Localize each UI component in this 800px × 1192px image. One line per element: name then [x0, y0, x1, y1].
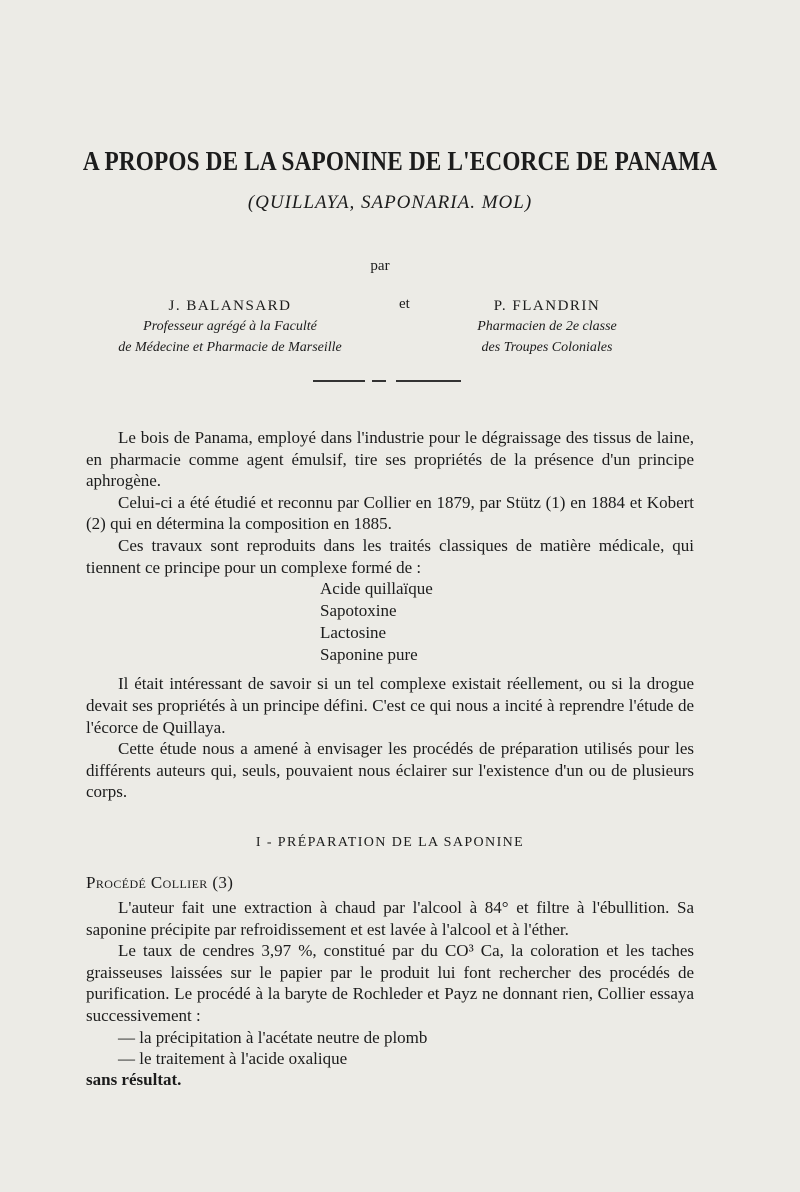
body-paragraph: Ces travaux sont reproduits dans les traités classiques de matière médicale, qui tiennent ce principe pour un complexe formé de : [86, 535, 694, 577]
list-item: — la précipitation à l'acétate neutre de plomb [118, 1027, 428, 1047]
body-paragraph: Il était intéressant de savoir si un tel complexe existait réellement, ou si la drogue devait ses propriétés à un principe défini. C'est ce qui nous a incité à reprendre l'étude de l'écorce de Quillaya. [86, 674, 694, 737]
paper-title: A PROPOS DE LA SAPONINE DE L'ECORCE DE PANAMA [82, 146, 718, 176]
component-list [320, 578, 694, 665]
author-affiliation-line: des Troupes Coloniales [481, 340, 613, 355]
author-name: P. FLANDRIN [493, 298, 601, 314]
list-item: — le traitement à l'acide oxalique [118, 1048, 348, 1068]
list-item: Sapotoxine [320, 600, 397, 620]
procedure-heading: Procédé Collier (3) [86, 873, 234, 892]
body-paragraph: Celui-ci a été étudié et reconnu par Collier en 1879, par Stütz (1) en 1884 et Kobert (2) qui en détermina la composition en 1885. [86, 492, 694, 534]
author-affiliation-line: de Médecine et Pharmacie de Marseille [118, 340, 342, 355]
section-heading: I - PRÉPARATION DE LA SAPONINE [255, 835, 525, 850]
byline-par: par [370, 258, 390, 274]
body-paragraph: Le bois de Panama, employé dans l'industrie pour le dégraissage des tissus de laine, en pharmacie comme agent émulsif, tire ses propriétés de la présence d'un principe aphrogène. [86, 428, 694, 491]
body-paragraph: Cette étude nous a amené à envisager les procédés de préparation utilisés pour les différents auteurs qui, seuls, pouvaient nous éclairer sur l'existence d'un ou de plusieurs corps. [86, 739, 694, 802]
author-flandrin [442, 296, 652, 358]
author-balansard [80, 296, 380, 358]
separator-rule [396, 380, 461, 382]
body-paragraph: L'auteur fait une extraction à chaud par l'alcool à 84° et filtre à l'ébullition. Sa saponine précipite par refroidissement et est lavée à l'alcool et à l'éther. [86, 898, 694, 939]
author-affiliation-line: Pharmacien de 2e classe [477, 319, 617, 334]
section-body [86, 897, 694, 1090]
body-paragraph: Le taux de cendres 3,97 %, constitué par du CO³ Ca, la coloration et les taches graisseuses laissées sur le papier par le produit lui font rechercher des procédés de purification. Le procédé à la baryte de Rochleder et Payz ne donnant rien, Collier essaya successivement : [86, 941, 694, 1025]
list-item: Lactosine [320, 622, 387, 642]
author-affiliation-line: Professeur agrégé à la Faculté [143, 319, 317, 334]
introduction-body [86, 427, 694, 803]
author-name: J. BALANSARD [168, 298, 292, 314]
paper-subtitle: (QUILLAYA, SAPONARIA. MOL) [247, 192, 533, 213]
separator-rule [372, 380, 386, 382]
closing-text: sans résultat. [86, 1069, 182, 1089]
list-item: Saponine pure [320, 644, 418, 664]
list-item: Acide quillaïque [320, 579, 433, 599]
author-conjunction: et [399, 296, 410, 312]
separator-rule [313, 380, 365, 382]
